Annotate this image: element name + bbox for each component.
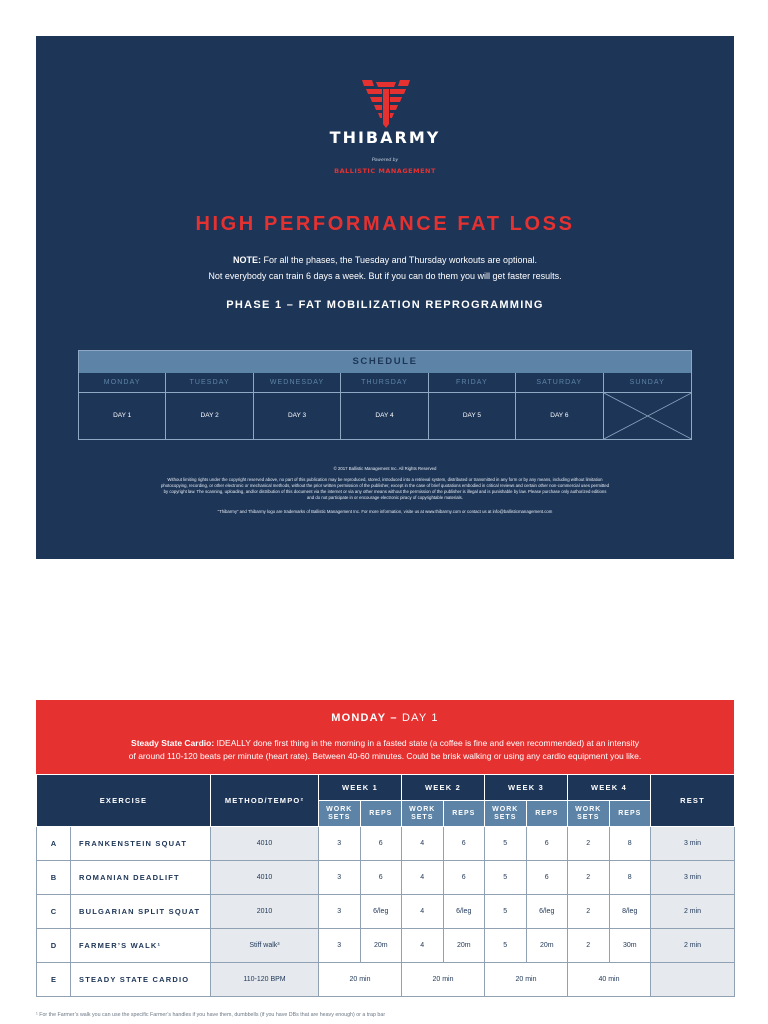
header-rest: REST [651, 775, 735, 827]
header-exercise: EXERCISE [37, 775, 211, 827]
schedule-table [78, 350, 692, 440]
page-title: HIGH PERFORMANCE FAT LOSS [195, 213, 575, 235]
schedule-day: SUNDAY [604, 373, 691, 393]
row-method: 110-120 BPM [211, 963, 319, 997]
schedule-day: THURSDAY [341, 373, 428, 393]
thibarmy-logo-icon [360, 78, 412, 130]
header-week-4: WEEK 4 [568, 775, 651, 801]
row-exercise: FARMER’S WALK¹ [71, 929, 211, 963]
row-value: 5 [485, 929, 527, 963]
row-value: 2 [568, 929, 610, 963]
row-value: 6 [443, 861, 485, 895]
day-header [36, 700, 734, 774]
header-week-1: WEEK 1 [319, 775, 402, 801]
day-number: DAY 1 [401, 712, 439, 724]
copyright-line: © 2017 Ballistic Management Inc. All Rights Reserved [333, 466, 437, 471]
schedule-cell: DAY 5 [429, 393, 516, 439]
row-letter: C [37, 895, 71, 929]
header-work-sets: WORK SETS [568, 801, 610, 827]
row-value: 8 [609, 861, 651, 895]
schedule-title: SCHEDULE [79, 351, 691, 373]
schedule-day: MONDAY [79, 373, 166, 393]
copyright-para-1: Without limiting rights under the copyright reserved above, no part of this publication may be reproduced, stored, introduced into a retrieval system, distributed or transmitted in any form or by any means, including without limitation [167, 477, 603, 482]
row-value: 3 [319, 861, 361, 895]
row-rest: 2 min [651, 895, 735, 929]
row-exercise: BULGARIAN SPLIT SQUAT [71, 895, 211, 929]
row-week-value: 40 min [568, 963, 651, 997]
row-value: 6/leg [443, 895, 485, 929]
row-value: 20m [443, 929, 485, 963]
row-value: 2 [568, 895, 610, 929]
row-value: 20m [360, 929, 402, 963]
table-row [37, 895, 735, 929]
schedule-cell: DAY 6 [516, 393, 603, 439]
header-week-3: WEEK 3 [485, 775, 568, 801]
schedule-day: WEDNESDAY [254, 373, 341, 393]
row-value: 6/leg [526, 895, 568, 929]
table-row [37, 963, 735, 997]
table-row [37, 929, 735, 963]
copyright-para-3: by copyright law. The scanning, uploading, and/or distribution of this document via the internet or via any other means without the permission of the publisher is illegal and is punishable by law. Please purchase only authorized editions [163, 489, 607, 494]
row-value: 6 [526, 861, 568, 895]
day-name: MONDAY [331, 712, 387, 724]
header-work-sets: WORK SETS [402, 801, 444, 827]
header-reps: REPS [526, 801, 568, 827]
workout-table [36, 774, 735, 997]
cardio-label: Steady State Cardio: [131, 738, 215, 748]
row-value: 3 [319, 895, 361, 929]
header-method: METHOD/TEMPO² [211, 775, 319, 827]
row-value: 6 [360, 861, 402, 895]
cardio-text-1: IDEALLY done first thing in the morning in a fasted state (a coffee is fine and even recommended) at an intensity [216, 738, 639, 748]
row-value: 30m [609, 929, 651, 963]
row-exercise: STEADY STATE CARDIO [71, 963, 211, 997]
row-rest: 3 min [651, 861, 735, 895]
header-work-sets: WORK SETS [319, 801, 361, 827]
powered-by: Powered by [371, 158, 399, 163]
row-value: 2 [568, 861, 610, 895]
company-name: BALLISTIC MANAGEMENT [334, 167, 436, 175]
brand-name: THIBARMY [329, 128, 441, 147]
day-title [36, 712, 734, 724]
row-value: 6 [443, 827, 485, 861]
table-row [37, 861, 735, 895]
row-value: 6 [526, 827, 568, 861]
row-value: 5 [485, 861, 527, 895]
schedule-cell: DAY 3 [254, 393, 341, 439]
row-week-value: 20 min [485, 963, 568, 997]
row-rest: 3 min [651, 827, 735, 861]
note-line-1 [36, 255, 734, 265]
row-exercise: FRANKENSTEIN SQUAT [71, 827, 211, 861]
row-value: 3 [319, 929, 361, 963]
header-reps: REPS [360, 801, 402, 827]
row-exercise: ROMANIAN DEADLIFT [71, 861, 211, 895]
row-value: 4 [402, 861, 444, 895]
row-rest [651, 963, 735, 997]
header-reps: REPS [609, 801, 651, 827]
header-reps: REPS [443, 801, 485, 827]
row-method: 4010 [211, 861, 319, 895]
row-letter: A [37, 827, 71, 861]
row-letter: B [37, 861, 71, 895]
schedule-day: SATURDAY [516, 373, 603, 393]
copyright-para-4: and do not participate in or encourage electronic piracy of copyrightable materials. [307, 495, 463, 500]
row-value: 8/leg [609, 895, 651, 929]
note-text-1: For all the phases, the Tuesday and Thursday workouts are optional. [263, 255, 537, 265]
schedule-cell: DAY 4 [341, 393, 428, 439]
footnote: ¹ For the Farmer’s walk you can use the specific Farmer’s handles if you have them, dumbbells (if you have DBs that are heavy enough) or a trap bar [36, 1012, 386, 1018]
cardio-line-2: of around 110-120 beats per minute (heart rate). Between 40-60 minutes. Could be brisk walking or using any cardio equipment you like. [128, 751, 642, 761]
row-letter: E [37, 963, 71, 997]
schedule-cell: DAY 2 [166, 393, 253, 439]
cover-panel [36, 36, 734, 559]
schedule-cell: DAY 1 [79, 393, 166, 439]
row-value: 5 [485, 895, 527, 929]
row-value: 3 [319, 827, 361, 861]
row-value: 4 [402, 929, 444, 963]
note-label: NOTE: [232, 255, 261, 265]
phase-title: PHASE 1 – FAT MOBILIZATION REPROGRAMMING [226, 299, 544, 311]
row-method: 2010 [211, 895, 319, 929]
row-rest: 2 min [651, 929, 735, 963]
note-line-2: Not everybody can train 6 days a week. But if you can do them you will get faster results. [208, 271, 562, 281]
trademark-line: “Thibarmy” and Thibarmy logo are trademarks of Ballistic Management Inc. For more information, visite us at www.thibarmy.com or contact us at info@ballisticmanagement.com [217, 509, 553, 514]
row-value: 8 [609, 827, 651, 861]
row-letter: D [37, 929, 71, 963]
header-week-2: WEEK 2 [402, 775, 485, 801]
row-value: 2 [568, 827, 610, 861]
row-method: 4010 [211, 827, 319, 861]
schedule-day: FRIDAY [429, 373, 516, 393]
rest-day-cross-icon [604, 393, 691, 439]
header-work-sets: WORK SETS [485, 801, 527, 827]
schedule-day: TUESDAY [166, 373, 253, 393]
row-value: 6 [360, 827, 402, 861]
row-method: Stiff walk³ [211, 929, 319, 963]
table-row [37, 827, 735, 861]
row-value: 4 [402, 827, 444, 861]
row-week-value: 20 min [402, 963, 485, 997]
row-value: 20m [526, 929, 568, 963]
day-sep: – [386, 712, 402, 724]
row-value: 4 [402, 895, 444, 929]
cardio-line-1 [36, 738, 734, 748]
row-value: 5 [485, 827, 527, 861]
row-week-value: 20 min [319, 963, 402, 997]
copyright-para-2: photocopying, recording, or other electronic or mechanical methods, without the prior written permission of the publisher, except in the case of brief quotations embodied in critical reviews and certain other non-commercial uses permitted [160, 483, 610, 488]
row-value: 6/leg [360, 895, 402, 929]
